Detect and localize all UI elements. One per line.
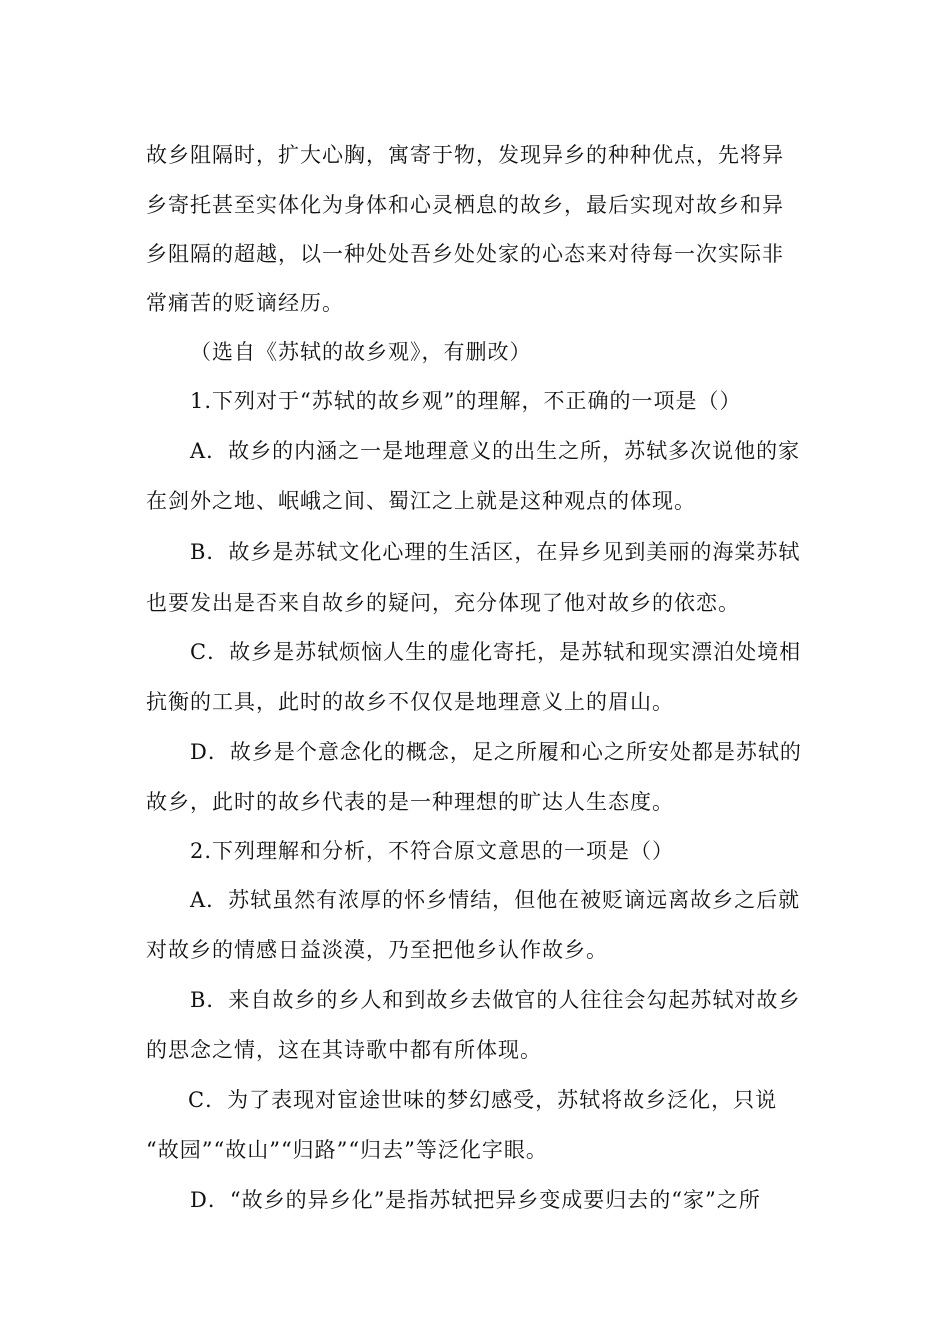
paragraph-line: 乡寄托甚至实体化为身体和心灵栖息的故乡，最后实现对故乡和异	[146, 193, 784, 217]
option-2b-line2: 的思念之情，这在其诗歌中都有所体现。	[146, 1038, 542, 1062]
option-1a-line2: 在剑外之地、岷峨之间、蜀江之上就是这种观点的体现。	[146, 489, 696, 513]
option-1a-line1: A．故乡的内涵之一是地理意义的出生之所，苏轼多次说他的家	[190, 439, 801, 463]
option-1d-line2: 故乡，此时的故乡代表的是一种理想的旷达人生态度。	[146, 790, 674, 814]
option-2b-line1: B．来自故乡的乡人和到故乡去做官的人往往会勾起苏轼对故乡	[190, 988, 801, 1012]
question-2-stem: 2.下列理解和分析，不符合原文意思的一项是（）	[190, 839, 675, 863]
paragraph-line: 故乡阻隔时，扩大心胸，寓寄于物，发现异乡的种种优点，先将异	[146, 143, 784, 167]
option-2d-line1: D．“故乡的异乡化”是指苏轼把异乡变成要归去的“家”之所	[190, 1188, 761, 1212]
paragraph-line: 乡阻隔的超越，以一种处处吾乡处处家的心态来对待每一次实际非	[146, 242, 784, 266]
option-1c-line2: 抗衡的工具，此时的故乡不仅仅是地理意义上的眉山。	[146, 690, 674, 714]
option-1d-line1: D．故乡是个意念化的概念，足之所履和心之所安处都是苏轼的	[190, 740, 802, 764]
question-1-stem: 1.下列对于“苏轼的故乡观”的理解，不正确的一项是（）	[190, 389, 742, 413]
option-2c-line2: “故园”“故山”“归路”“归去”等泛化字眼。	[146, 1138, 548, 1162]
option-2a-line1: A．苏轼虽然有浓厚的怀乡情结，但他在被贬谪远离故乡之后就	[190, 888, 801, 912]
option-2a-line2: 对故乡的情感日益淡漠，乃至把他乡认作故乡。	[146, 938, 608, 962]
source-citation: （选自《苏轼的故乡观》，有删改）	[190, 340, 532, 364]
option-1b-line2: 也要发出是否来自故乡的疑问，充分体现了他对故乡的依恋。	[146, 591, 740, 615]
option-1b-line1: B．故乡是苏轼文化心理的生活区，在异乡见到美丽的海棠苏轼	[190, 540, 801, 564]
paragraph-line: 常痛苦的贬谪经历。	[146, 291, 344, 315]
option-1c-line1: C．故乡是苏轼烦恼人生的虚化寄托，是苏轼和现实漂泊处境相	[190, 640, 802, 664]
option-2c-line1: C．为了表现对宦途世味的梦幻感受，苏轼将故乡泛化，只说	[188, 1088, 778, 1112]
